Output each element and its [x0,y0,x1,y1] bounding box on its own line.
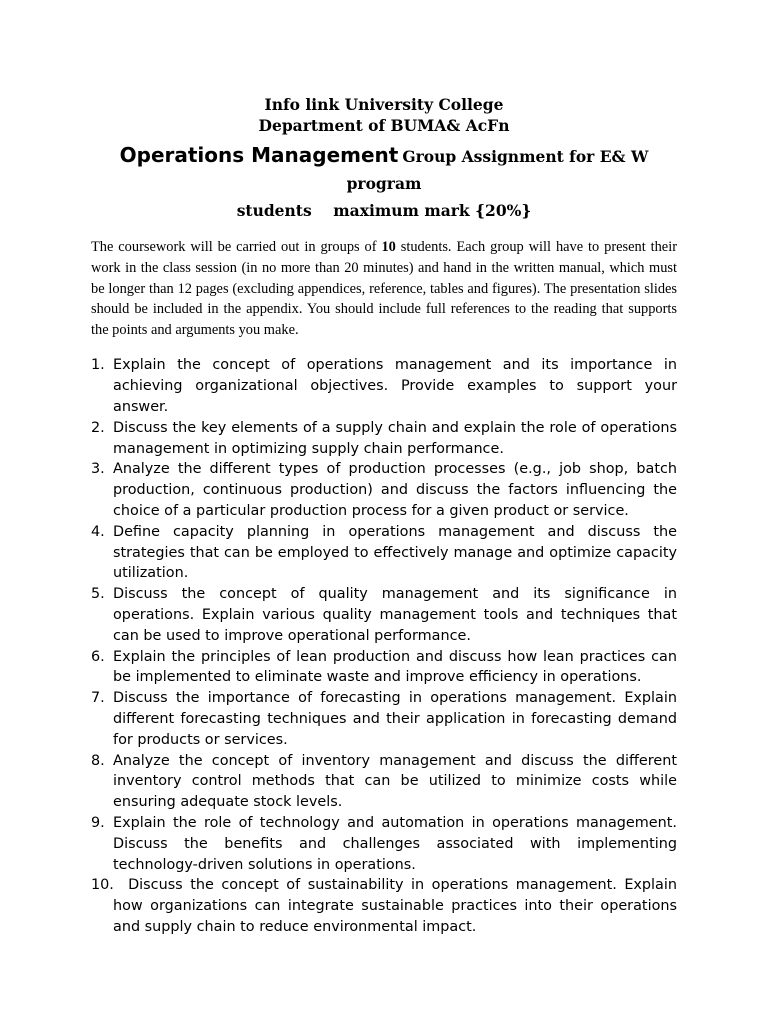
question-number: 8. [91,752,105,769]
question-text: Explain the role of technology and automation in operations management. Discuss the benefits and challenges associated with implementing technology-driven solutions in operations. [113,814,677,873]
question-item [91,813,677,875]
group-size: 10 [381,239,396,255]
intro-paragraph [91,237,677,341]
question-item [91,418,677,460]
question-text: Discuss the key elements of a supply chain and explain the role of operations management in optimizing supply chain performance. [113,419,677,457]
question-number: 3. [91,461,105,478]
question-number: 10. [91,877,114,894]
question-text: Discuss the concept of quality management and its significance in operations. Explain various quality management tools and techniques that can be used to improve operational performance. [113,586,677,644]
assignment-audience-mark: students maximum mark {20%} [236,201,532,220]
intro-text-start: The coursework will be carried out in groups of [91,239,382,255]
question-number: 5. [91,586,105,603]
question-item [91,459,677,521]
question-number: 4. [91,523,105,540]
document-page [91,94,682,938]
intro-text-rest: students. Each group will have to present their work in the class session (in no more than 20 minutes) and hand in the written manual, which must be longer than 12 pages (excluding appendices, reference, tables and figures). The presentation slides should be included in the appendix. You should include full references to the reading that supports the points and arguments you make. [91,239,677,339]
question-number: 7. [91,690,105,707]
institution-name: Info link University College [264,95,504,114]
course-title: Operations Management [119,143,399,167]
question-item [91,584,677,646]
question-number: 1. [91,357,105,374]
question-text: Discuss the importance of forecasting in operations management. Explain different forecasting techniques and their application in forecasting demand for products or services. [113,690,677,748]
question-text: Analyze the concept of inventory management and discuss the different inventory control methods that can be utilized to minimize costs while ensuring adequate stock levels. [113,752,677,811]
question-number: 2. [91,419,105,436]
question-item [91,355,677,417]
document-title [91,142,677,225]
document-header [91,94,677,136]
question-text: Explain the concept of operations management and its importance in achieving organizational objectives. Provide examples to support your answer. [113,357,677,415]
question-text: Discuss the concept of sustainability in operations management. Explain how organizations can integrate sustainable practices into their operations and supply chain to reduce environmental impact. [113,877,682,935]
question-number: 6. [91,648,105,665]
question-item [91,751,677,813]
assignment-title: Group Assignment for E& W program [346,147,649,193]
question-list [91,355,682,937]
question-text: Analyze the different types of production processes (e.g., job shop, batch production, continuous production) and discuss the factors influencing the choice of a particular production process for a given product or service. [113,461,677,519]
department-name: Department of BUMA& AcFn [258,116,510,135]
question-text: Explain the principles of lean production and discuss how lean practices can be implemented to eliminate waste and improve efficiency in operations. [113,648,677,686]
question-item [91,688,677,750]
question-number: 9. [91,814,105,831]
question-item [91,875,682,937]
question-item [91,647,677,689]
question-item [91,522,677,584]
question-text: Define capacity planning in operations management and discuss the strategies that can be employed to effectively manage and optimize capacity utilization. [113,523,677,582]
